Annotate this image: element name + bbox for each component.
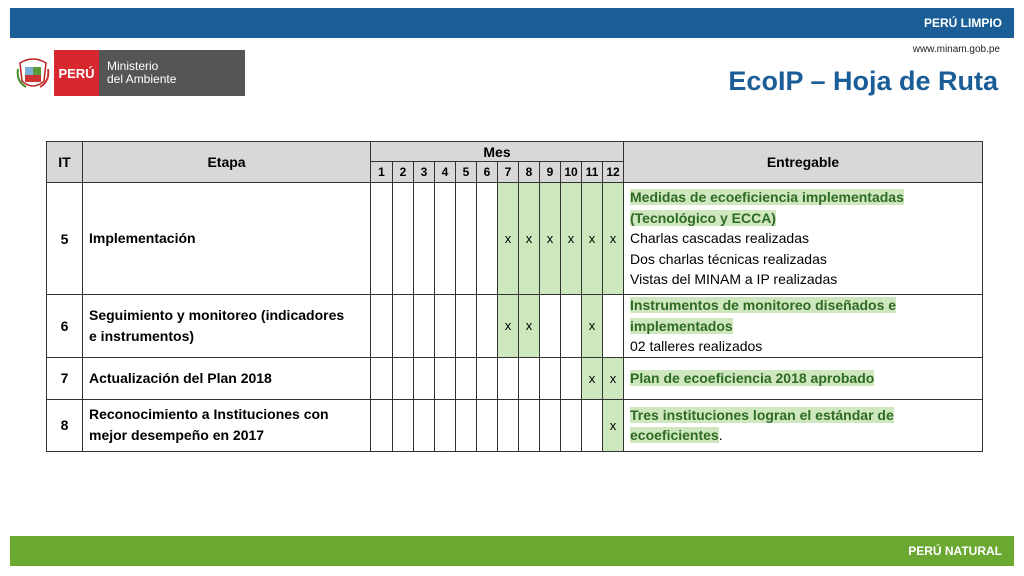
etapa-line: Reconocimiento a Instituciones con <box>89 406 329 422</box>
month-header-cell: 10 <box>561 162 582 183</box>
ministry-logo <box>16 50 245 96</box>
month-cell <box>414 357 435 399</box>
roadmap-table <box>46 141 983 452</box>
footer-brand-label: PERÚ NATURAL <box>908 544 1002 558</box>
month-cell <box>393 295 414 358</box>
entregable-highlight: Instrumentos de monitoreo diseñados e <box>630 297 897 313</box>
month-cell <box>414 399 435 451</box>
month-header-cell: 2 <box>393 162 414 183</box>
month-cell: x <box>582 295 603 358</box>
peru-box: PERÚ <box>54 50 99 96</box>
month-cell: x <box>498 183 519 295</box>
month-cell <box>435 357 456 399</box>
row-etapa <box>83 357 371 399</box>
header-etapa: Etapa <box>83 142 371 183</box>
etapa-line: e instrumentos) <box>89 327 195 344</box>
table-row <box>47 357 983 399</box>
month-cell <box>519 399 540 451</box>
month-cell <box>435 295 456 358</box>
bottom-banner <box>10 536 1014 566</box>
header-it: IT <box>47 142 83 183</box>
row-etapa <box>83 183 371 295</box>
month-cell: x <box>540 183 561 295</box>
month-cell: x <box>561 183 582 295</box>
entregable-highlight: Medidas de ecoeficiencia implementadas <box>630 189 904 206</box>
month-cell <box>435 399 456 451</box>
month-cell: x <box>603 183 624 295</box>
table-row <box>47 399 983 451</box>
row-entregable <box>624 399 983 451</box>
row-entregable <box>624 183 983 295</box>
month-cell <box>603 295 624 358</box>
month-cell: x <box>519 183 540 295</box>
etapa-line: Seguimiento y monitoreo (indicadores <box>89 306 345 323</box>
month-header-cell: 5 <box>456 162 477 183</box>
month-cell <box>477 295 498 358</box>
month-cell <box>414 295 435 358</box>
month-header-cell: 9 <box>540 162 561 183</box>
month-header-cell: 11 <box>582 162 603 183</box>
ministry-line1: Ministerio <box>107 59 159 73</box>
month-cell <box>393 399 414 451</box>
month-header-cell: 6 <box>477 162 498 183</box>
row-it: 7 <box>47 357 83 399</box>
month-header-cell: 8 <box>519 162 540 183</box>
page-title: EcoIP – Hoja de Ruta <box>728 66 998 96</box>
month-cell <box>371 183 393 295</box>
month-header-cell: 12 <box>603 162 624 183</box>
month-cell <box>540 357 561 399</box>
entregable-line: Charlas cascadas realizadas <box>630 230 809 247</box>
month-header-cell: 3 <box>414 162 435 183</box>
table-body <box>47 183 983 452</box>
table-row <box>47 183 983 295</box>
month-cell <box>371 295 393 358</box>
month-cell <box>477 399 498 451</box>
entregable-highlight: Tres instituciones logran el estándar de <box>630 406 894 423</box>
month-cell: x <box>582 183 603 295</box>
month-cell <box>393 357 414 399</box>
month-cell: x <box>603 399 624 451</box>
row-entregable <box>624 357 983 399</box>
ministry-line2: del Ambiente <box>107 72 177 86</box>
month-cell <box>561 357 582 399</box>
etapa-line: Actualización del Plan 2018 <box>89 369 272 386</box>
month-cell <box>456 399 477 451</box>
entregable-highlight: implementados <box>630 317 733 334</box>
row-it: 5 <box>47 183 83 295</box>
table-row <box>47 295 983 358</box>
row-it: 6 <box>47 295 83 358</box>
row-entregable <box>624 295 983 358</box>
header-mes: Mes <box>371 142 624 162</box>
month-header-cell: 1 <box>371 162 393 183</box>
entregable-line: 02 talleres realizados <box>630 338 763 354</box>
month-cell <box>456 295 477 358</box>
month-header-cell: 4 <box>435 162 456 183</box>
month-cell: x <box>603 357 624 399</box>
month-header-cell: 7 <box>498 162 519 183</box>
coat-of-arms-icon <box>16 53 50 93</box>
entregable-highlight: Plan de ecoeficiencia 2018 aprobado <box>630 369 875 386</box>
row-etapa <box>83 295 371 358</box>
month-cell: x <box>582 357 603 399</box>
month-cell <box>540 399 561 451</box>
month-cell <box>477 357 498 399</box>
month-cell <box>561 399 582 451</box>
month-cell <box>393 183 414 295</box>
entregable-tail: . <box>718 427 723 443</box>
etapa-line: mejor desempeño en 2017 <box>89 427 265 443</box>
month-cell: x <box>498 295 519 358</box>
month-cell <box>456 357 477 399</box>
entregable-highlight: (Tecnológico y ECCA) <box>630 209 776 226</box>
month-cell <box>540 295 561 358</box>
entregable-highlight: ecoeficientes <box>630 427 719 443</box>
row-it: 8 <box>47 399 83 451</box>
month-cell <box>519 357 540 399</box>
ministry-name <box>99 50 245 96</box>
header-entregable: Entregable <box>624 142 983 183</box>
month-cell <box>561 295 582 358</box>
row-etapa <box>83 399 371 451</box>
month-cell <box>477 183 498 295</box>
month-cell <box>582 399 603 451</box>
etapa-line: Implementación <box>89 230 196 246</box>
brand-label: PERÚ LIMPIO <box>923 16 1002 30</box>
month-cell <box>498 399 519 451</box>
month-cell <box>371 399 393 451</box>
top-banner <box>10 8 1014 38</box>
website-url: www.minam.gob.pe <box>912 44 1000 55</box>
month-cell: x <box>519 295 540 358</box>
month-cell <box>435 183 456 295</box>
month-cell <box>456 183 477 295</box>
month-cell <box>498 357 519 399</box>
month-cell <box>414 183 435 295</box>
entregable-line: Vistas del MINAM a IP realizadas <box>630 271 838 288</box>
entregable-line: Dos charlas técnicas realizadas <box>630 250 827 267</box>
month-cell <box>371 357 393 399</box>
